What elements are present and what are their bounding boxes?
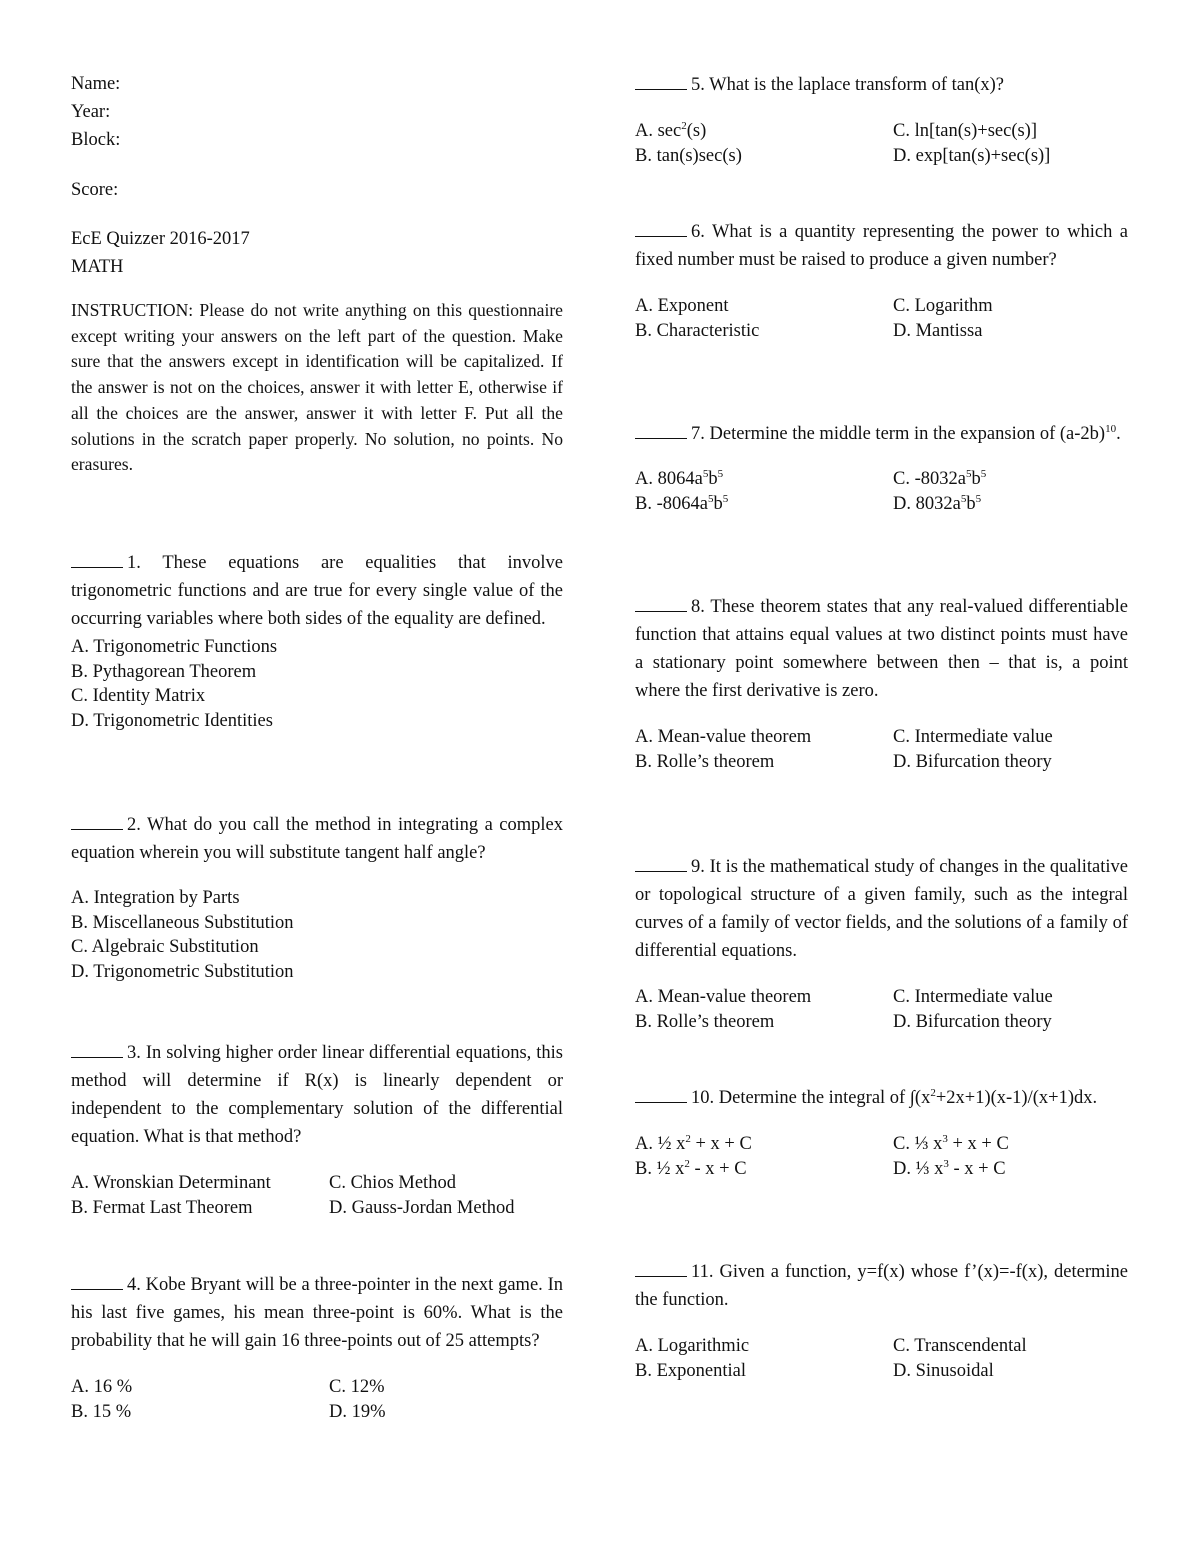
answer-blank [635, 1083, 687, 1103]
answer-blank [635, 852, 687, 872]
question-1 [71, 548, 563, 733]
answer-blank [635, 419, 687, 439]
choice: B. Rolle’s theorem [635, 752, 775, 772]
question-8 [635, 592, 1128, 775]
choice: B. tan(s)sec(s) [635, 146, 742, 166]
name-label: Name: [71, 74, 121, 94]
question-10 [635, 1083, 1128, 1182]
choice: B. $-8064a^5b^5$ [635, 493, 729, 514]
question-text: 5. What is the laplace transform of tan(x)? [691, 75, 1005, 95]
choice: C. $-8032a^5b^5$ [893, 468, 987, 489]
choices [635, 985, 1128, 1035]
answer-blank [635, 70, 687, 90]
choice: D. $8032a^5b^5$ [893, 493, 982, 514]
choice: B. Characteristic [635, 321, 760, 341]
choice: A. 16 % [71, 1377, 133, 1397]
choice: D. 19% [329, 1402, 386, 1422]
choice: D. Bifurcation theory [893, 1012, 1052, 1032]
choices [71, 635, 563, 733]
question-text: 11. Given a function, y=f(x) whose f’(x)=-f(x), determine the function. [635, 1262, 1128, 1310]
question-text: 3. In solving higher order linear differential equations, this method will determine if R(x) is linearly dependent or independent to the complementary solution of the differential equation. What is that method? [71, 1043, 563, 1147]
score-label: Score: [71, 180, 119, 200]
choice: D. Bifurcation theory [893, 752, 1052, 772]
question-7: 7. Determine the middle term in the expansion of $(a-2b)^{10}$. A. $8064a^5b^5$ C. $-8032a^5b^5$ B. $-8064a^5b^5$ D. $8032a^5b^5$ [635, 419, 1128, 517]
choices [71, 886, 563, 984]
question-9 [635, 852, 1128, 1035]
question-5 [635, 70, 1128, 169]
quiz-heading [71, 225, 563, 281]
choice: A. Exponent [635, 296, 729, 316]
answer-blank [635, 217, 687, 237]
choices [635, 467, 1128, 517]
choice: B. Rolle’s theorem [635, 1012, 775, 1032]
student-info [71, 70, 563, 154]
question-text: 9. It is the mathematical study of changes in the qualitative or topological structure of a given family, such as the integral curves of a family of vector fields, and the solutions of a family of differential equations. [635, 857, 1128, 961]
block-label: Block: [71, 130, 121, 150]
choice: C. ⅓ $x^3 + x + C$ [893, 1133, 1009, 1154]
choice: C. ln[tan(s)+sec(s)] [893, 121, 1037, 141]
choices [635, 294, 1128, 344]
choice: D. Gauss-Jordan Method [329, 1198, 515, 1218]
choices [635, 1334, 1128, 1384]
choice: C. Algebraic Substitution [71, 937, 259, 957]
choice: B. 15 % [71, 1402, 132, 1422]
choice: D. exp[tan(s)+sec(s)] [893, 146, 1051, 166]
choice: A. $8064a^5b^5$ [635, 468, 724, 489]
choices [635, 119, 1128, 169]
question-11 [635, 1257, 1128, 1384]
choice: C. 12% [329, 1377, 385, 1397]
choice: B. Pythagorean Theorem [71, 661, 257, 682]
answer-blank [71, 1038, 123, 1058]
answer-blank [71, 810, 123, 830]
choices [71, 1375, 563, 1425]
choice: D. Mantissa [893, 321, 983, 341]
question-3 [71, 1038, 563, 1221]
choice: C. Intermediate value [893, 987, 1053, 1007]
question-6 [635, 217, 1128, 344]
choice: A. Mean-value theorem [635, 727, 812, 747]
choice: D. ⅓ $x^3 - x + C$ [893, 1158, 1006, 1179]
choice: D. Sinusoidal [893, 1361, 994, 1381]
instruction-paragraph: INSTRUCTION: Please do not write anything on this questionnaire except writing your answers on the left part of the question. Make sure that the answers except in identification will be capitalized. If the answer is not on the choices, answer it with letter E, otherwise if all the choices are the answer, answer it with letter F. Put all the solutions in the scratch paper properly. No solution, no points. No erasures. [71, 300, 563, 475]
choice: D. Trigonometric Substitution [71, 961, 294, 982]
choice: C. Intermediate value [893, 727, 1053, 747]
question-4 [71, 1270, 563, 1425]
choices [635, 725, 1128, 775]
choice: A. Integration by Parts [71, 888, 240, 908]
answer-blank [635, 1257, 687, 1277]
question-2 [71, 810, 563, 984]
question-text: 7. Determine the middle term in the expansion of (a-2b) [691, 424, 1106, 444]
choice: A. Logarithmic [635, 1336, 750, 1356]
question-text: 1. These equations are equalities that involve trigonometric functions and are true for every single value of the occurring variables where both sides of the equality are defined. [71, 553, 563, 629]
choice: A. Mean-value theorem [635, 987, 812, 1007]
question-text: 10. Determine the integral of $\int(x^2+2x+1)(x-1)/(x+1)dx$. [691, 1087, 1098, 1108]
choice: B. Miscellaneous Substitution [71, 912, 294, 933]
question-text: 6. What is a quantity representing the power to which a fixed number must be raised to produce a given number? [635, 222, 1128, 270]
choice: A. Trigonometric Functions [71, 637, 278, 657]
answer-blank [71, 1270, 123, 1290]
quiz-title: EcE Quizzer 2016-2017 [71, 229, 250, 249]
choice: C. Transcendental [893, 1336, 1027, 1356]
choice: C. Identity Matrix [71, 686, 206, 706]
choice: B. Exponential [635, 1361, 746, 1381]
choice: C. Logarithm [893, 296, 993, 316]
choice: A. $\sec^2(s)$ [635, 120, 707, 141]
question-text: 2. What do you call the method in integrating a complex equation wherein you will substitute tangent half angle? [71, 815, 563, 863]
choice: A. Wronskian Determinant [71, 1173, 271, 1193]
question-text: 8. These theorem states that any real-valued differentiable function that attains equal values at two distinct points must have a stationary point somewhere between then – that is, a point where the first derivative is zero. [635, 597, 1128, 701]
question-text: 4. Kobe Bryant will be a three-pointer in the next game. In his last five games, his mean three-point is 60%. What is the probability that he will gain 16 three-points out of 25 attempts? [71, 1275, 563, 1351]
answer-blank [71, 548, 123, 568]
choice: B. ½ $x^2 - x + C$ [635, 1158, 747, 1179]
choices [635, 1132, 1128, 1182]
choice: C. Chios Method [329, 1173, 456, 1193]
choices [71, 1171, 563, 1221]
answer-blank [635, 592, 687, 612]
choice: D. Trigonometric Identities [71, 710, 273, 731]
year-label: Year: [71, 102, 111, 122]
choice: B. Fermat Last Theorem [71, 1198, 253, 1218]
choice: A. ½ $x^2 + x + C$ [635, 1133, 752, 1154]
subject-title: MATH [71, 257, 124, 277]
